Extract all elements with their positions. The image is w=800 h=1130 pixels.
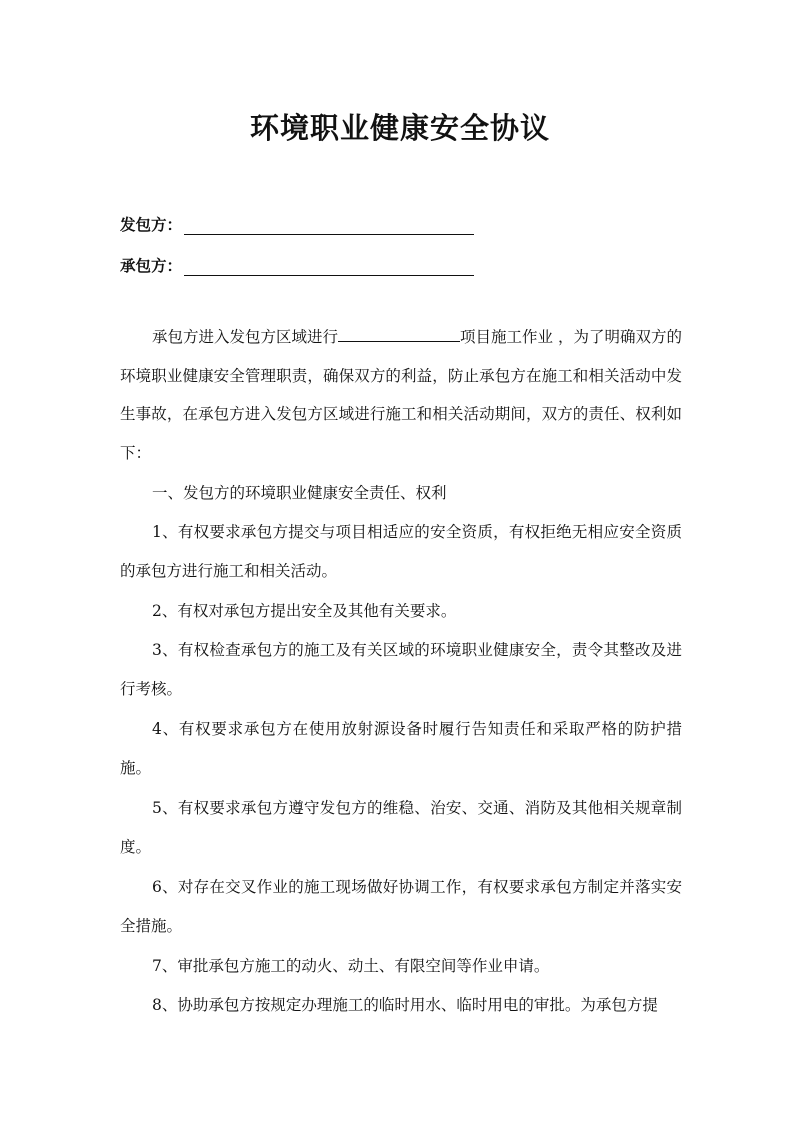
clause-5: 5、有权要求承包方遵守发包方的维稳、治安、交通、消防及其他相关规章制度。: [120, 799, 682, 856]
clause-6: 6、对存在交叉作业的施工现场做好协调工作，有权要求承包方制定并落实安全措施。: [120, 878, 682, 935]
employer-field: [120, 213, 474, 235]
intro-text-rest: 项目施工作业 ，为了明确双方的环境职业健康安全管理职责，确保双方的利益，防止承包方在施工和相关活动中发生事故，在承包方进入发包方区域进行施工和相关活动期间，双方的责任、权利如下：: [120, 328, 682, 462]
section-1-heading: 一、发包方的环境职业健康安全责任、权利: [152, 484, 447, 502]
clause-4: 4、有权要求承包方在使用放射源设备时履行告知责任和采取严格的防护措施。: [120, 720, 682, 777]
contractor-blank-line: [184, 259, 474, 276]
employer-blank-line: [184, 218, 474, 235]
clause-7: 7、审批承包方施工的动火、动土、有限空间等作业申请。: [152, 957, 550, 975]
employer-label: 发包方：: [120, 216, 183, 234]
contractor-label: 承包方：: [120, 257, 183, 275]
project-name-blank: [338, 325, 460, 342]
intro-paragraph: [120, 318, 682, 472]
clause-2: 2、有权对承包方提出安全及其他有关要求。: [152, 602, 457, 620]
clause-3: 3、有权检查承包方的施工及有关区域的环境职业健康安全，责令其整改及进行考核。: [120, 641, 682, 698]
clause-8: 8、协助承包方按规定办理施工的临时用水、临时用电的审批。为承包方提: [152, 996, 658, 1014]
document-title: 环境职业健康安全协议: [249, 111, 550, 145]
contractor-field: [120, 254, 474, 276]
intro-text-start: 承包方进入发包方区域进行: [152, 328, 339, 346]
clause-1: 1、有权要求承包方提交与项目相适应的安全资质，有权拒绝无相应安全资质的承包方进行施工和相关活动。: [120, 523, 682, 580]
